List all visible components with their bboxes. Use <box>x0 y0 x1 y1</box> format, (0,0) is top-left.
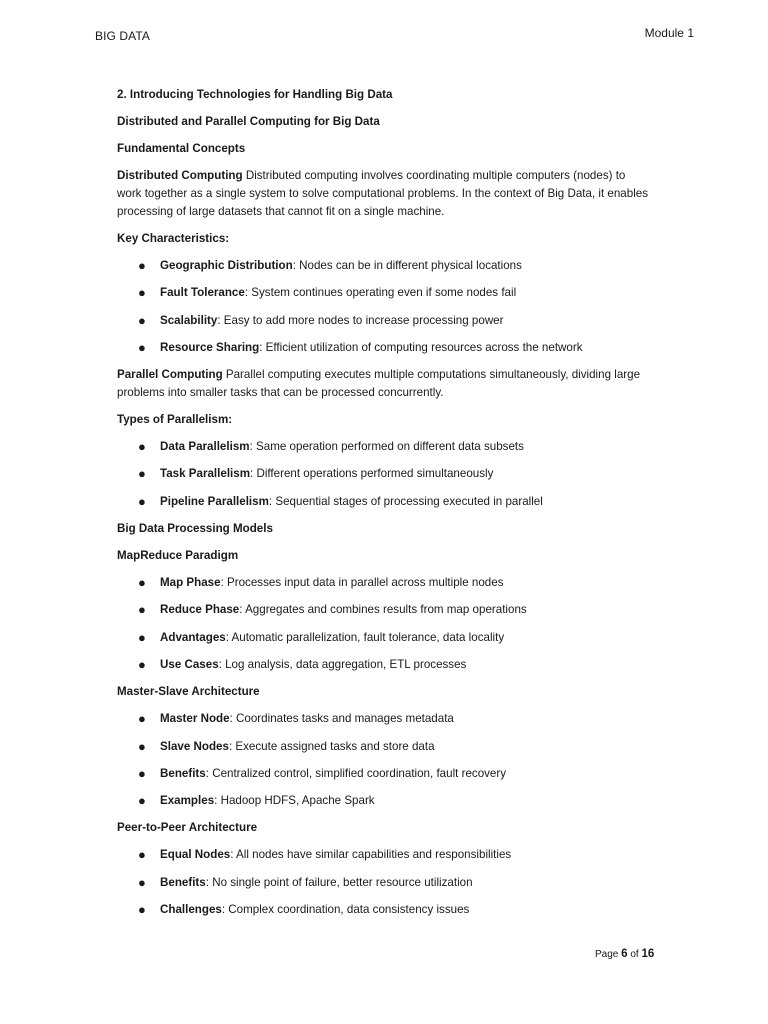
list-item-term: Examples <box>160 794 215 808</box>
list-item-term: Challenges <box>160 903 222 917</box>
bullet-icon: ● <box>138 902 146 918</box>
types-heading: Types of Parallelism: <box>117 413 233 427</box>
bullet-icon: ● <box>138 711 146 727</box>
list-item <box>117 792 652 810</box>
list-item-term: Geographic Distribution <box>160 259 293 272</box>
key-characteristics-list <box>117 257 652 357</box>
list-item <box>117 465 652 483</box>
list-item-text: : Complex coordination, data consistency issues <box>221 903 470 917</box>
list-item-term: Reduce Phase <box>160 603 240 617</box>
list-item-term: Task Parallelism <box>160 467 251 481</box>
bullet-icon: ● <box>138 575 146 591</box>
p2p-list <box>117 846 652 919</box>
bullet-icon: ● <box>138 493 146 509</box>
list-item-term: Pipeline Parallelism <box>160 494 269 508</box>
bullet-icon: ● <box>138 629 146 645</box>
key-characteristics-heading: Key Characteristics: <box>117 232 230 245</box>
header-title: BIG DATA <box>95 29 151 43</box>
list-item-term: Resource Sharing <box>160 340 260 354</box>
list-item-text: : Processes input data in parallel across multiple nodes <box>220 576 504 590</box>
list-item-text: : Sequential stages of processing executed in parallel <box>268 494 543 508</box>
list-item-text: : System continues operating even if some nodes fail <box>244 286 517 300</box>
bullet-icon: ● <box>138 793 146 809</box>
list-item <box>117 901 652 919</box>
bullet-icon: ● <box>138 285 146 301</box>
list-item-text: : All nodes have similar capabilities and responsibilities <box>230 848 512 862</box>
list-item-term: Use Cases <box>160 657 219 671</box>
list-item <box>117 312 652 330</box>
list-item <box>117 765 652 783</box>
mapreduce-list <box>117 574 652 674</box>
list-item <box>117 284 652 302</box>
list-item <box>117 601 652 619</box>
list-item-term: Master Node <box>160 712 230 726</box>
list-item <box>117 339 652 357</box>
subsection-heading: Fundamental Concepts <box>117 142 246 155</box>
list-item-text: : Efficient utilization of computing resources across the network <box>259 340 583 354</box>
list-item <box>117 574 652 592</box>
list-item-term: Slave Nodes <box>160 739 229 753</box>
list-item-text: : Same operation performed on different data subsets <box>249 440 524 454</box>
list-item <box>117 656 652 674</box>
page-number: Page 6 of 16 <box>595 948 655 960</box>
list-item <box>117 438 652 456</box>
section-heading: Distributed and Parallel Computing for Big Data <box>117 115 380 128</box>
list-item-text: : Execute assigned tasks and store data <box>228 739 435 753</box>
list-item <box>117 846 652 864</box>
distributed-computing-paragraph <box>117 167 652 221</box>
list-item-text: : Centralized control, simplified coordination, fault recovery <box>205 766 507 780</box>
master-slave-heading: Master-Slave Architecture <box>117 685 260 699</box>
bullet-icon: ● <box>138 765 146 781</box>
list-item-text: : Different operations performed simultaneously <box>250 467 494 481</box>
list-item-text: : No single point of failure, better resource utilization <box>205 875 473 889</box>
models-heading: Big Data Processing Models <box>117 522 273 536</box>
bullet-icon: ● <box>138 439 146 455</box>
list-item-term: Advantages <box>160 630 226 644</box>
list-item-text: : Coordinates tasks and manages metadata <box>229 712 454 726</box>
bullet-icon: ● <box>138 656 146 672</box>
list-item <box>117 257 652 275</box>
list-item-term: Scalability <box>160 313 218 327</box>
list-item-text: : Aggregates and combines results from map operations <box>239 603 527 617</box>
list-item-term: Benefits <box>160 766 206 780</box>
list-item-term: Map Phase <box>160 576 221 590</box>
list-item-text: : Automatic parallelization, fault tolerance, data locality <box>225 630 505 644</box>
master-slave-list <box>117 710 652 810</box>
bullet-icon: ● <box>138 258 146 273</box>
bullet-icon: ● <box>138 312 146 328</box>
list-item <box>117 710 652 728</box>
list-item-text: : Nodes can be in different physical locations <box>292 259 522 272</box>
list-item-term: Data Parallelism <box>160 440 250 454</box>
document-body <box>117 86 652 928</box>
list-item <box>117 629 652 647</box>
list-item-text: : Easy to add more nodes to increase processing power <box>217 313 504 327</box>
paragraph-term: Distributed Computing <box>117 169 243 182</box>
list-item-term: Equal Nodes <box>160 848 231 862</box>
paragraph-term: Parallel Computing <box>117 368 223 382</box>
bullet-icon: ● <box>138 466 146 482</box>
list-item-term: Fault Tolerance <box>160 286 245 300</box>
header-module: Module 1 <box>644 26 694 40</box>
mapreduce-heading: MapReduce Paradigm <box>117 549 239 563</box>
types-list <box>117 438 652 511</box>
bullet-icon: ● <box>138 874 146 890</box>
chapter-title: 2. Introducing Technologies for Handling Big Data <box>117 88 393 101</box>
paragraph-text: Parallel computing executes multiple computations simultaneously, dividing large problems into smaller tasks that can be processed concurrently. <box>117 368 641 400</box>
bullet-icon: ● <box>138 847 146 863</box>
p2p-heading: Peer-to-Peer Architecture <box>117 821 258 835</box>
list-item <box>117 738 652 756</box>
list-item-text: : Log analysis, data aggregation, ETL processes <box>218 657 467 671</box>
parallel-computing-paragraph <box>117 366 652 402</box>
bullet-icon: ● <box>138 738 146 754</box>
bullet-icon: ● <box>138 602 146 618</box>
list-item <box>117 493 652 511</box>
list-item-text: : Hadoop HDFS, Apache Spark <box>214 794 375 808</box>
paragraph-text: Distributed computing involves coordinating multiple computers (nodes) to work together as a single system to solve computational problems. In the context of Big Data, it enables processing of large datasets that cannot fit on a single machine. <box>117 169 649 218</box>
list-item-term: Benefits <box>160 875 206 889</box>
list-item <box>117 874 652 892</box>
bullet-icon: ● <box>138 339 146 355</box>
